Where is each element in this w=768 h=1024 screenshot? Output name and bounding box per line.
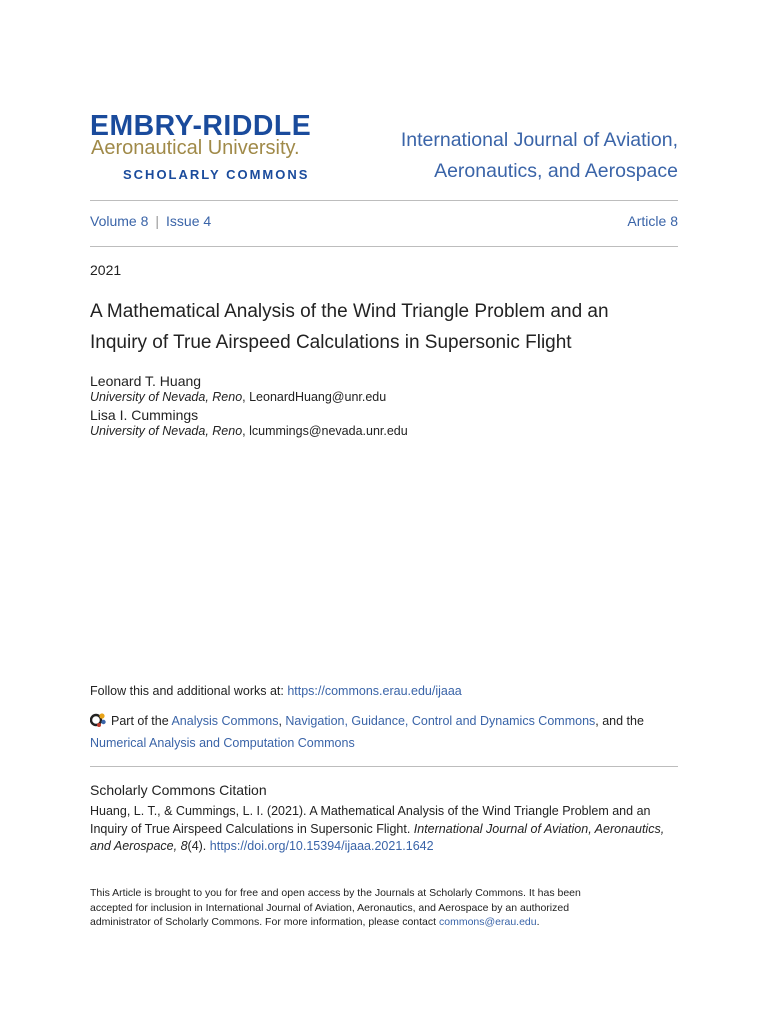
logo-aeronautical-university: Aeronautical University.	[91, 137, 300, 159]
access-line3-text: administrator of Scholarly Commons. For more information, please contact	[90, 916, 439, 928]
logo-embry-riddle: EMBRY-RIDDLE	[90, 110, 312, 142]
citation-line2	[90, 821, 678, 839]
journal-title[interactable]	[358, 125, 678, 187]
part-of-commons	[90, 710, 678, 754]
citation-title-text: Inquiry of True Airspeed Calculations in Supersonic Flight.	[90, 821, 414, 836]
access-notice	[90, 886, 650, 930]
author-name: Leonard T. Huang	[90, 373, 202, 389]
volume-link[interactable]: Volume 8	[90, 213, 149, 229]
part-of-and-the: , and the	[595, 714, 644, 728]
citation-journal-italic-2: and Aerospace, 8	[90, 839, 188, 853]
access-line1: This Article is brought to you for free and open access by the Journals at Scholarly Commons. It has been	[90, 887, 581, 899]
citation-heading: Scholarly Commons Citation	[90, 782, 267, 798]
divider-citation	[90, 766, 678, 767]
numerical-analysis-commons-link[interactable]: Numerical Analysis and Computation Commons	[90, 736, 355, 750]
citation-line3	[90, 838, 678, 856]
article-link[interactable]: Article 8	[627, 213, 678, 229]
access-line2: accepted for inclusion in International Journal of Aviation, Aeronautics, and Aerospace by an authorized	[90, 901, 570, 914]
divider-issue	[90, 246, 678, 247]
citation-line1: Huang, L. T., & Cummings, L. I. (2021). A Mathematical Analysis of the Wind Triangle Problem and an	[90, 804, 651, 818]
issue-separator: |	[155, 213, 160, 229]
publication-year: 2021	[90, 262, 122, 278]
issue-row	[90, 213, 678, 233]
author-affiliation	[90, 424, 408, 438]
journal-title-line1[interactable]: International Journal of Aviation,	[400, 129, 678, 151]
affiliation-institution: University of Nevada, Reno	[90, 424, 243, 438]
citation-text	[90, 803, 678, 856]
issue-link[interactable]: Issue 4	[166, 213, 212, 229]
article-title-line1: A Mathematical Analysis of the Wind Triangle Problem and an	[90, 301, 609, 322]
analysis-commons-link[interactable]: Analysis Commons	[171, 714, 279, 728]
journal-title-line2[interactable]: Aeronautics, and Aerospace	[434, 160, 678, 182]
author-name: Lisa I. Cummings	[90, 407, 199, 423]
author-email: , lcummings@nevada.unr.edu	[242, 424, 408, 438]
access-period: .	[536, 916, 540, 928]
affiliation-institution: University of Nevada, Reno	[90, 390, 243, 404]
follow-line	[90, 684, 462, 698]
citation-issue: (4).	[187, 839, 210, 853]
author-email: , LeonardHuang@unr.edu	[242, 390, 387, 404]
contact-email-link[interactable]: commons@erau.edu	[438, 916, 537, 928]
navigation-commons-link[interactable]: Navigation, Guidance, Control and Dynamics Commons	[285, 714, 596, 728]
part-of-prefix: Part of the	[111, 714, 172, 728]
follow-text: Follow this and additional works at:	[90, 684, 288, 698]
article-title	[90, 296, 678, 358]
network-commons-icon	[90, 712, 108, 728]
collection-url-link[interactable]: https://commons.erau.edu/ijaaa	[287, 684, 462, 698]
divider-top	[90, 200, 678, 201]
citation-journal-italic: International Journal of Aviation, Aeronautics,	[413, 821, 665, 836]
author-affiliation	[90, 390, 386, 404]
doi-link[interactable]: https://doi.org/10.15394/ijaaa.2021.1642	[209, 839, 434, 853]
part-of-comma: ,	[278, 714, 286, 728]
logo-scholarly-commons: SCHOLARLY COMMONS	[123, 167, 310, 182]
article-title-line2: Inquiry of True Airspeed Calculations in Supersonic Flight	[90, 332, 572, 353]
access-line3	[90, 915, 650, 930]
